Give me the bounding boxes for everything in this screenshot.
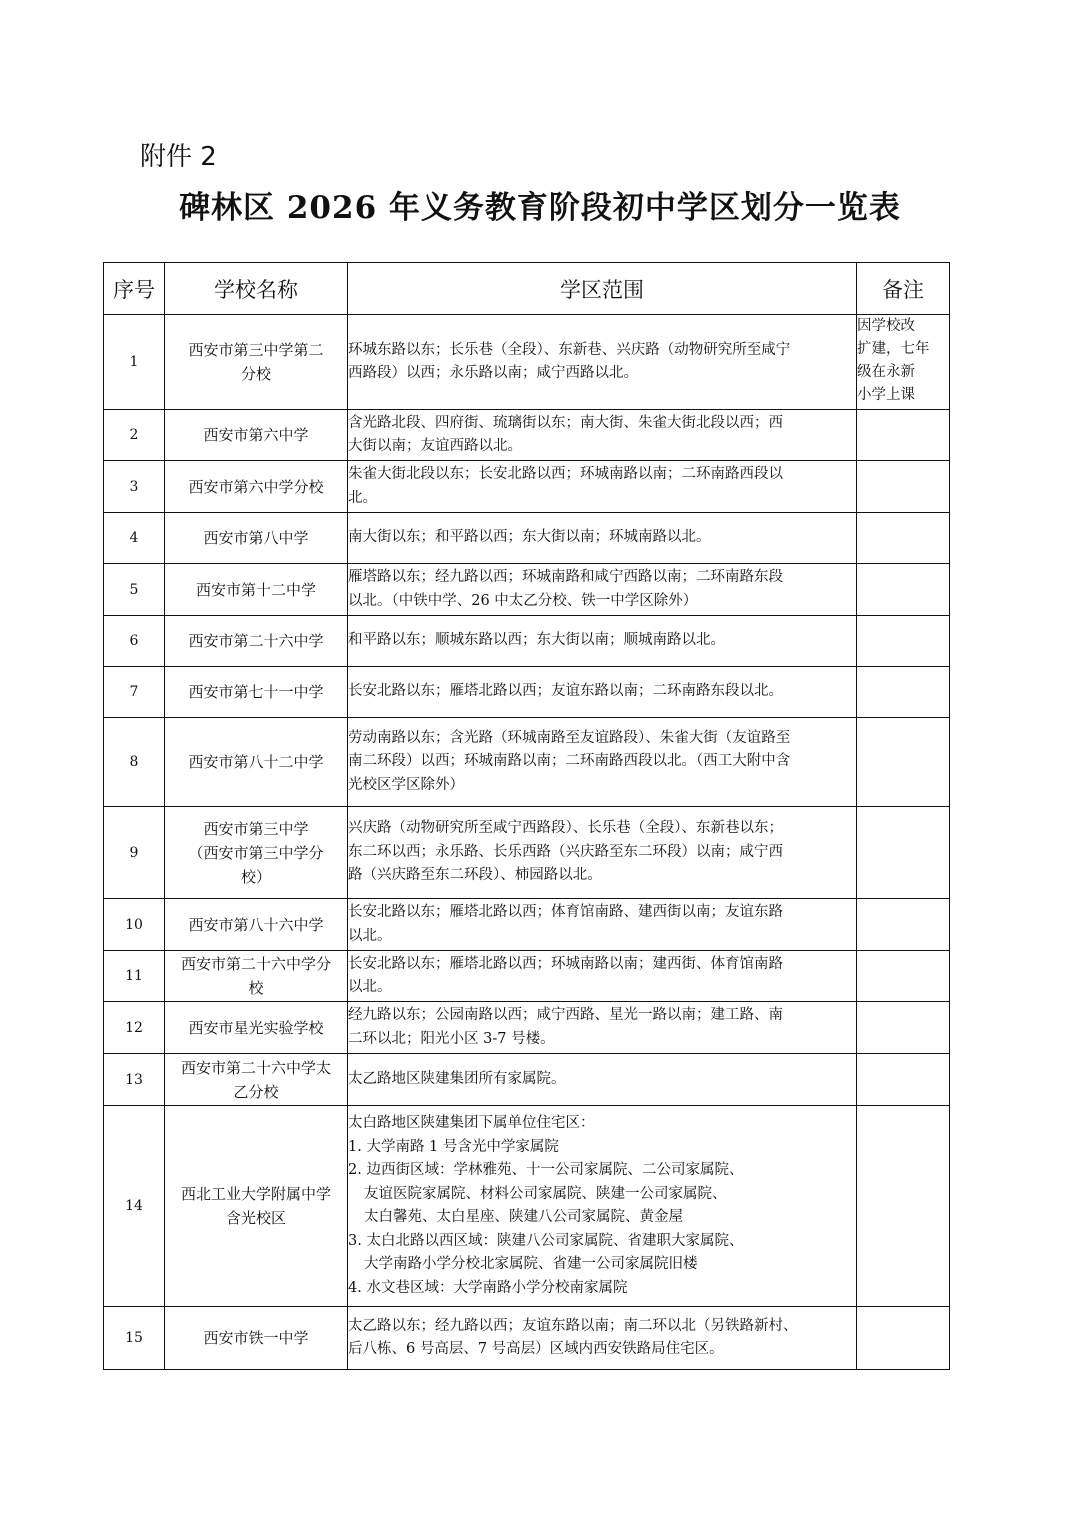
remarks-cell — [857, 315, 950, 410]
row-number: 3 — [104, 461, 165, 513]
district-scope-line: 太乙路地区陕建集团所有家属院。 — [348, 1070, 566, 1087]
table-body — [104, 315, 950, 1370]
school-name-cell — [165, 1106, 348, 1307]
table-row — [104, 951, 950, 1002]
school-name-line: 西安市第二十六中学太 — [180, 1058, 331, 1077]
district-scope-cell — [348, 461, 857, 513]
district-scope-line: 东二环以西；永乐路、长乐西路（兴庆路至东二环段）以南；咸宁西 — [348, 843, 783, 860]
district-scope-cell — [348, 1054, 857, 1106]
school-name-line: 西安市第七十一中学 — [188, 683, 324, 701]
school-name-cell — [165, 616, 348, 667]
school-name-line: 西安市第八中学 — [203, 529, 309, 547]
row-number: 6 — [104, 616, 165, 667]
remarks-cell — [857, 564, 950, 616]
district-scope-line: 长安北路以东；雁塔北路以西；友谊东路以南；二环南路东段以北。 — [348, 683, 783, 700]
remarks-cell — [857, 667, 950, 718]
school-name-line: 乙分校 — [233, 1082, 279, 1101]
district-scope-line: 以北。 — [348, 927, 392, 944]
district-scope-line: 太白馨苑、太白星座、陕建八公司家属院、黄金屋 — [364, 1209, 683, 1225]
district-scope-line: 后八栋、6 号高层、7 号高层）区域内西安铁路局住宅区。 — [348, 1341, 724, 1357]
remarks-cell — [857, 616, 950, 667]
remarks-cell — [857, 513, 950, 564]
school-name-cell — [165, 1054, 348, 1106]
row-number: 4 — [104, 513, 165, 564]
school-name-line: 西安市第三中学第二 — [188, 341, 324, 359]
table-header-row — [104, 263, 950, 315]
district-scope-cell — [348, 1002, 857, 1054]
school-name-cell — [165, 807, 348, 899]
school-name-line: 含光校区 — [225, 1209, 286, 1227]
row-number: 5 — [104, 564, 165, 616]
remarks-cell — [857, 1106, 950, 1307]
district-scope-line: 环城东路以东；长乐巷（全段）、东新巷、兴庆路（动物研究所至咸宁 — [348, 341, 791, 358]
remarks-line: 因学校改 — [857, 318, 915, 334]
table-row — [104, 807, 950, 899]
district-scope-line: 太乙路以东；经九路以西；友谊东路以南；南二环以北（另铁路新村、 — [348, 1317, 798, 1334]
school-name-cell — [165, 461, 348, 513]
district-scope-line: 大学南路小学分校北家属院、省建一公司家属院旧楼 — [364, 1256, 698, 1272]
district-scope-line: 南大街以东；和平路以西；东大街以南；环城南路以北。 — [348, 529, 711, 546]
table-row — [104, 1106, 950, 1307]
row-number: 15 — [104, 1307, 165, 1370]
row-number: 1 — [104, 315, 165, 410]
row-number: 14 — [104, 1106, 165, 1307]
row-number: 8 — [104, 718, 165, 807]
remarks-cell — [857, 461, 950, 513]
table-row — [104, 1002, 950, 1054]
remarks-cell — [857, 807, 950, 899]
district-scope-cell — [348, 410, 857, 461]
school-district-table — [103, 262, 950, 1370]
school-name-line: 西安市第二十六中学 — [188, 632, 324, 650]
school-name-cell — [165, 899, 348, 951]
district-scope-line: 太白路地区陕建集团下属单位住宅区： — [348, 1115, 595, 1131]
district-scope-line: 南二环段）以西；环城南路以南；二环南路西段以北。（西工大附中含 — [348, 753, 791, 770]
district-scope-line: 以北。（中铁中学、26 中太乙分校、铁一中学区除外） — [348, 592, 698, 609]
district-scope-line: 1. 大学南路 1 号含光中学家属院 — [348, 1138, 559, 1155]
district-scope-cell — [348, 1307, 857, 1370]
table-row — [104, 667, 950, 718]
school-name-cell — [165, 718, 348, 807]
school-name-line: 西安市星光实验学校 — [188, 1018, 324, 1037]
school-name-line: 西安市第八十六中学 — [188, 915, 324, 934]
district-scope-line: 友谊医院家属院、材料公司家属院、陕建一公司家属院、 — [364, 1185, 727, 1202]
school-name-cell — [165, 951, 348, 1002]
row-number: 10 — [104, 899, 165, 951]
district-scope-line: 朱雀大街北段以东；长安北路以西；环城南路以南；二环南路西段以 — [348, 466, 783, 482]
district-scope-line: 劳动南路以东；含光路（环城南路至友谊路段）、朱雀大街（友谊路至 — [348, 729, 791, 746]
remarks-cell — [857, 1054, 950, 1106]
remarks-cell — [857, 410, 950, 461]
school-name-line: 校 — [248, 979, 264, 997]
row-number: 12 — [104, 1002, 165, 1054]
district-scope-line: 和平路以东；顺城东路以西；东大街以南；顺城南路以北。 — [348, 632, 725, 649]
table-row — [104, 1054, 950, 1106]
row-number: 9 — [104, 807, 165, 899]
table-row — [104, 315, 950, 410]
district-scope-line: 路（兴庆路至东二环段）、柿园路以北。 — [348, 867, 602, 884]
district-scope-line: 二环以北；阳光小区 3-7 号楼。 — [348, 1030, 555, 1047]
school-name-line: 西安市第三中学 — [203, 819, 309, 838]
row-number: 11 — [104, 951, 165, 1002]
remarks-line: 扩建，七年 — [857, 341, 930, 357]
district-scope-cell — [348, 667, 857, 718]
school-name-line: （西安市第三中学分 — [188, 843, 324, 862]
document-title: 碑林区 2026 年义务教育阶段初中学区划分一览表 — [179, 190, 901, 226]
school-name-line: 西北工业大学附属中学 — [180, 1185, 331, 1203]
table-row — [104, 616, 950, 667]
district-scope-line: 长安北路以东；雁塔北路以西；体育馆南路、建西街以南；友谊东路 — [348, 904, 783, 920]
school-name-cell — [165, 667, 348, 718]
school-name-line: 西安市第十二中学 — [195, 580, 316, 599]
school-name-line: 校） — [240, 867, 271, 886]
district-scope-cell — [348, 564, 857, 616]
school-name-line: 西安市第六中学分校 — [188, 477, 324, 496]
district-scope-line: 兴庆路（动物研究所至咸宁西路段）、长乐巷（全段）、东新巷以东； — [348, 820, 783, 837]
district-scope-line: 长安北路以东；雁塔北路以西；环城南路以南；建西街、体育馆南路 — [348, 955, 783, 972]
school-name-cell — [165, 315, 348, 410]
school-name-cell — [165, 564, 348, 616]
district-scope-line: 4. 水文巷区域：大学南路小学分校南家属院 — [348, 1279, 628, 1296]
district-scope-line: 3. 太白北路以西区域：陕建八公司家属院、省建职大家属院、 — [348, 1232, 744, 1249]
remarks-cell — [857, 1307, 950, 1370]
header-no: 序号 — [104, 263, 165, 315]
district-scope-line: 以北。 — [348, 979, 392, 995]
table-row — [104, 461, 950, 513]
header-district-scope: 学区范围 — [348, 263, 857, 315]
table-row — [104, 410, 950, 461]
remarks-cell — [857, 899, 950, 951]
school-name-cell — [165, 410, 348, 461]
school-name-line: 分校 — [240, 365, 271, 383]
district-scope-line: 光校区学区除外） — [348, 776, 464, 793]
district-scope-line: 西路段）以西；永乐路以南；咸宁西路以北。 — [348, 365, 638, 381]
school-name-line: 西安市第二十六中学分 — [180, 955, 331, 973]
remarks-line: 小学上课 — [857, 387, 915, 403]
district-scope-cell — [348, 807, 857, 899]
district-scope-line: 大街以南；友谊西路以北。 — [348, 438, 522, 454]
district-scope-line: 北。 — [348, 489, 377, 506]
table-row — [104, 718, 950, 807]
remarks-cell — [857, 718, 950, 807]
table-row — [104, 1307, 950, 1370]
school-name-line: 西安市第六中学 — [203, 426, 309, 444]
header-remarks: 备注 — [857, 263, 950, 315]
district-scope-cell — [348, 513, 857, 564]
district-scope-line: 雁塔路以东；经九路以西；环城南路和咸宁西路以南；二环南路东段 — [348, 569, 783, 585]
table-row — [104, 899, 950, 951]
district-scope-line: 2. 边西街区域：学林雅苑、十一公司家属院、二公司家属院、 — [348, 1162, 744, 1178]
school-name-cell — [165, 513, 348, 564]
row-number: 7 — [104, 667, 165, 718]
header-school-name: 学校名称 — [165, 263, 348, 315]
table-row — [104, 564, 950, 616]
district-scope-cell — [348, 315, 857, 410]
district-scope-line: 经九路以东；公园南路以西；咸宁西路、星光一路以南；建工路、南 — [348, 1007, 783, 1023]
remarks-cell — [857, 1002, 950, 1054]
school-name-line: 西安市第八十二中学 — [188, 753, 324, 771]
district-scope-cell — [348, 616, 857, 667]
district-scope-cell — [348, 1106, 857, 1307]
table-row — [104, 513, 950, 564]
row-number: 13 — [104, 1054, 165, 1106]
school-name-cell — [165, 1307, 348, 1370]
district-scope-line: 含光路北段、四府街、琉璃街以东；南大街、朱雀大街北段以西；西 — [348, 414, 783, 431]
remarks-line: 级在永新 — [857, 364, 915, 380]
district-scope-cell — [348, 718, 857, 807]
district-scope-cell — [348, 951, 857, 1002]
remarks-cell — [857, 951, 950, 1002]
school-name-line: 西安市铁一中学 — [203, 1329, 309, 1347]
attachment-label: 附件 2 — [140, 142, 217, 172]
district-scope-cell — [348, 899, 857, 951]
row-number: 2 — [104, 410, 165, 461]
school-name-cell — [165, 1002, 348, 1054]
